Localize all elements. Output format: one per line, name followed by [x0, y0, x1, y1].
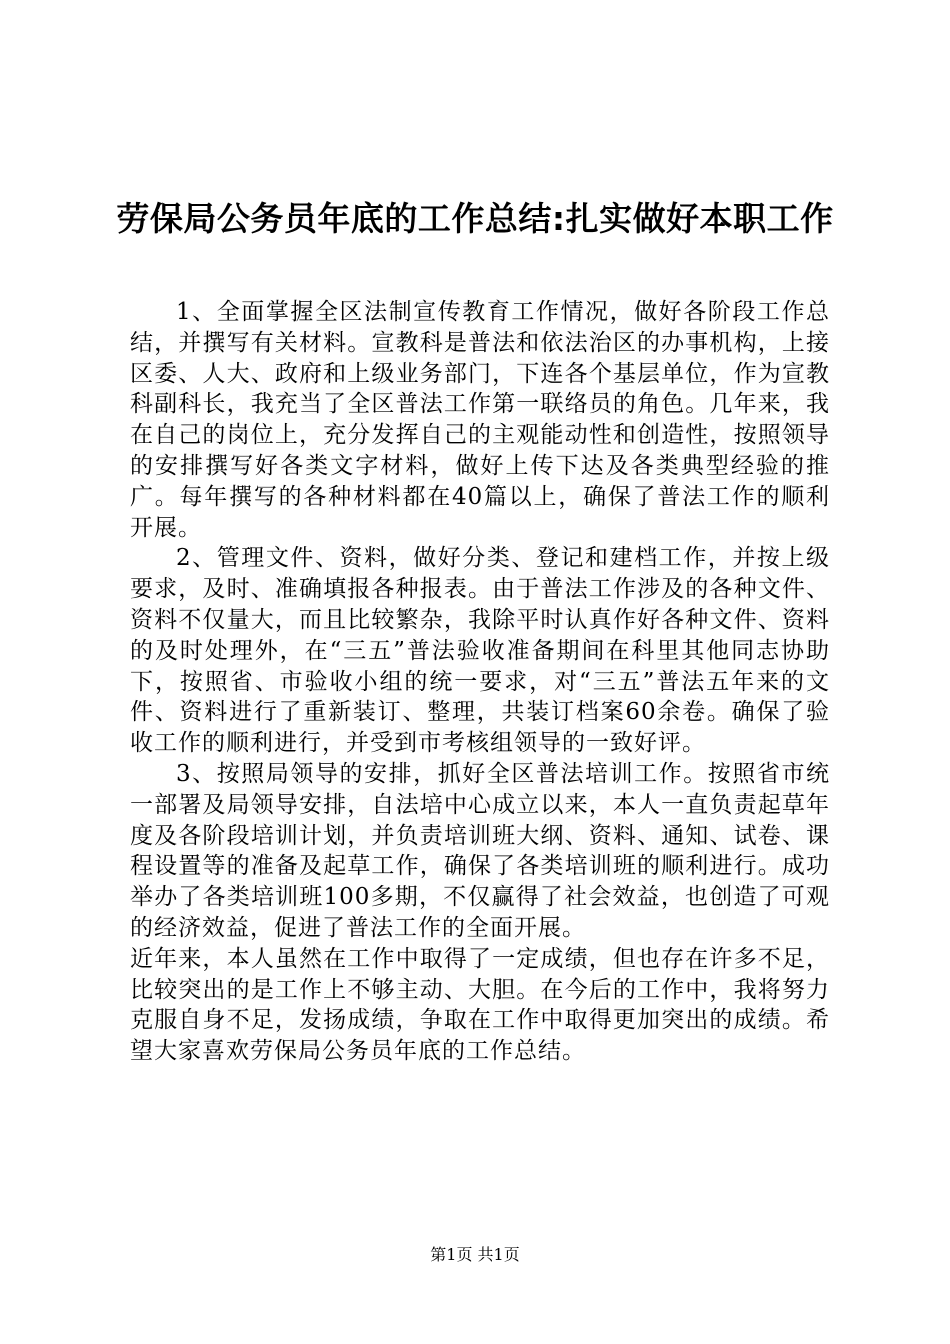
paragraph-4: 近年来，本人虽然在工作中取得了一定成绩，但也存在许多不足，比较突出的是工作上不够主动、大胆。在今后的工作中，我将努力克服自身不足，发扬成绩，争取在工作中取得更加突出的成绩。希望大家喜欢劳保局公务员年底的工作总结。 — [130, 945, 830, 1065]
page-title: 劳保局公务员年底的工作总结:扎实做好本职工作 — [116, 199, 834, 238]
paragraph-1: 1、全面掌握全区法制宣传教育工作情况，做好各阶段工作总结，并撰写有关材料。宣教科是普法和依法治区的办事机构，上接区委、人大、政府和上级业务部门，下连各个基层单位，作为宣教科副科长，我充当了全区普法工作第一联络员的角色。几年来，我在自己的岗位上，充分发挥自己的主观能动性和创造性，按照领导的安排撰写好各类文字材料，做好上传下达及各类典型经验的推广。每年撰写的各种材料都在40篇以上，确保了普法工作的顺利开展。 — [130, 299, 830, 541]
paragraph-2: 2、管理文件、资料，做好分类、登记和建档工作，并按上级要求，及时、准确填报各种报表。由于普法工作涉及的各种文件、资料不仅量大，而且比较繁杂，我除平时认真作好各种文件、资料的及时处理外，在“三五”普法验收准备期间在科里其他同志协助下，按照省、市验收小组的统一要求，对“三五”普法五年来的文件、资料进行了重新装订、整理，共装订档案60余卷。确保了验收工作的顺利进行，并受到市考核组领导的一致好评。 — [130, 545, 830, 757]
document-body — [130, 297, 830, 1067]
paragraph-3: 3、按照局领导的安排，抓好全区普法培训工作。按照省市统一部署及局领导安排，自法培中心成立以来，本人一直负责起草年度及各阶段培训计划，并负责培训班大纲、资料、通知、试卷、课程设置等的准备及起草工作，确保了各类培训班的顺利进行。成功举办了各类培训班100多期，不仅赢得了社会效益，也创造了可观的经济效益，促进了普法工作的全面开展。 — [130, 760, 830, 941]
page-number: 第1页 共1页 — [430, 1245, 520, 1264]
